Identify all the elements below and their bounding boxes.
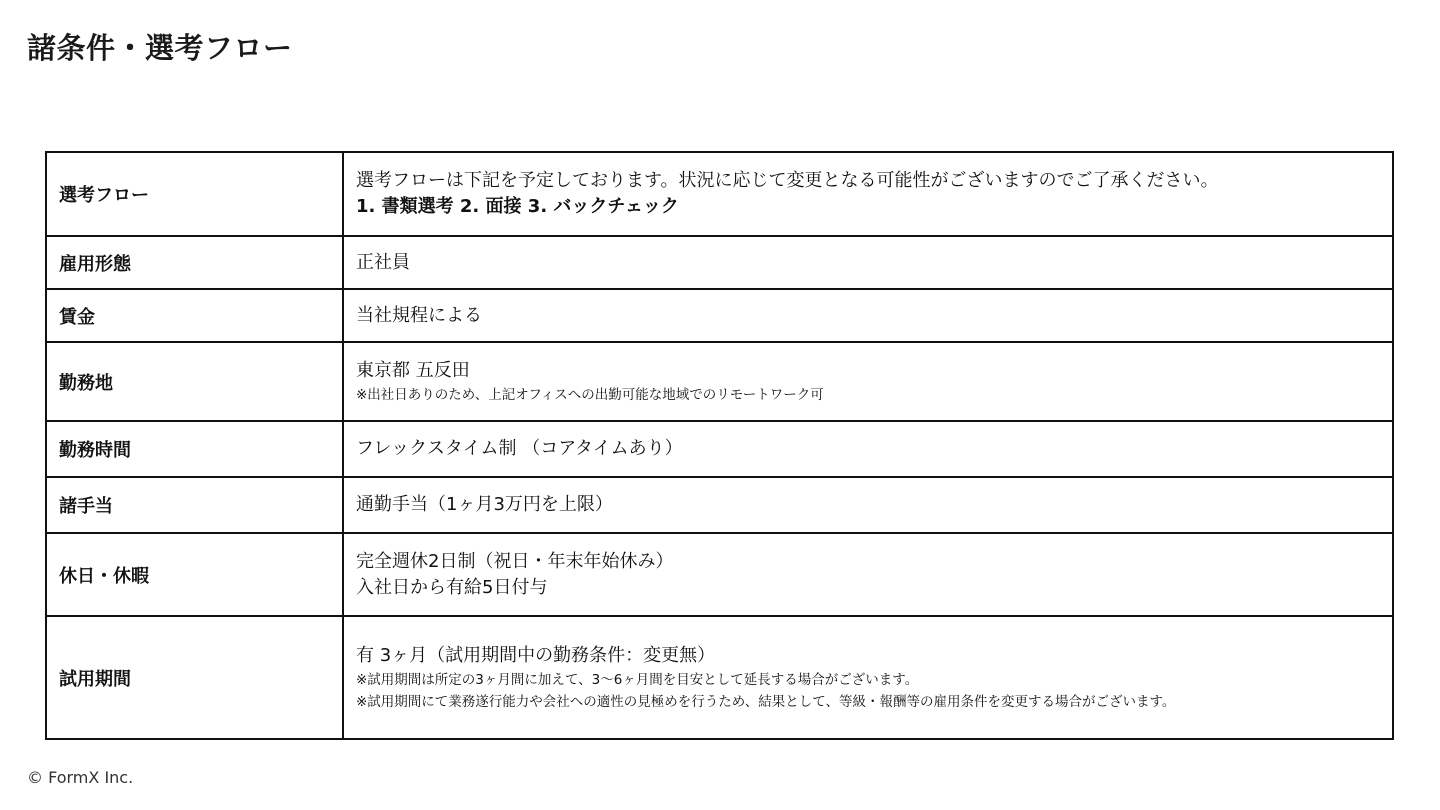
conditions-table bbox=[45, 151, 1394, 740]
value-text: フレックスタイム制 （コアタイムあり） bbox=[356, 438, 683, 459]
value-note: ※出社日ありのため、上記オフィスへの出勤可能な地域でのリモートワーク可 bbox=[356, 386, 824, 403]
value-text: 通勤手当（1ヶ月3万円を上限） bbox=[356, 494, 613, 515]
value-text: 当社規程による bbox=[356, 304, 482, 326]
row-value bbox=[343, 421, 1393, 477]
row-value bbox=[343, 236, 1393, 289]
row-value bbox=[343, 342, 1393, 421]
value-text: 完全週休2日制（祝日・年末年始休み） bbox=[356, 550, 674, 572]
value-note: ※試用期間にて業務遂行能力や会社への適性の見極めを行うため、結果として、等級・報酬等の雇用条件を変更する場合がございます。 bbox=[356, 693, 1176, 710]
value-note: ※試用期間は所定の3ヶ月間に加えて、3〜6ヶ月間を目安として延長する場合がございます。 bbox=[356, 671, 919, 688]
value-text: 有 3ヶ月（試用期間中の勤務条件：変更無） bbox=[356, 644, 716, 666]
row-label: 試用期間 bbox=[46, 616, 343, 739]
row-wage bbox=[46, 289, 1393, 342]
row-label: 休日・休暇 bbox=[46, 533, 343, 616]
value-text: 正社員 bbox=[356, 251, 410, 273]
value-text: 東京都 五反田 bbox=[356, 359, 470, 381]
row-working-hours bbox=[46, 421, 1393, 477]
value-text: 選考フローは下記を予定しております。状況に応じて変更となる可能性がございますのでご了承ください。 bbox=[356, 170, 1219, 191]
row-label: 賃金 bbox=[46, 289, 343, 342]
row-work-location bbox=[46, 342, 1393, 421]
page-title: 諸条件・選考フロー bbox=[27, 31, 293, 65]
row-probation bbox=[46, 616, 1393, 739]
row-value bbox=[343, 477, 1393, 533]
row-value bbox=[343, 289, 1393, 342]
row-value bbox=[343, 152, 1393, 236]
row-selection-flow bbox=[46, 152, 1393, 236]
row-label: 選考フロー bbox=[46, 152, 343, 236]
row-value bbox=[343, 616, 1393, 739]
row-holidays bbox=[46, 533, 1393, 616]
row-label: 雇用形態 bbox=[46, 236, 343, 289]
copyright-footer: © FormX Inc. bbox=[27, 768, 134, 787]
row-label: 勤務地 bbox=[46, 342, 343, 421]
row-employment-type bbox=[46, 236, 1393, 289]
value-text: 入社日から有給5日付与 bbox=[356, 576, 548, 598]
row-allowances bbox=[46, 477, 1393, 533]
row-value bbox=[343, 533, 1393, 616]
row-label: 諸手当 bbox=[46, 477, 343, 533]
row-label: 勤務時間 bbox=[46, 421, 343, 477]
value-text-steps: 1. 書類選考 2. 面接 3. バックチェック bbox=[356, 196, 679, 217]
